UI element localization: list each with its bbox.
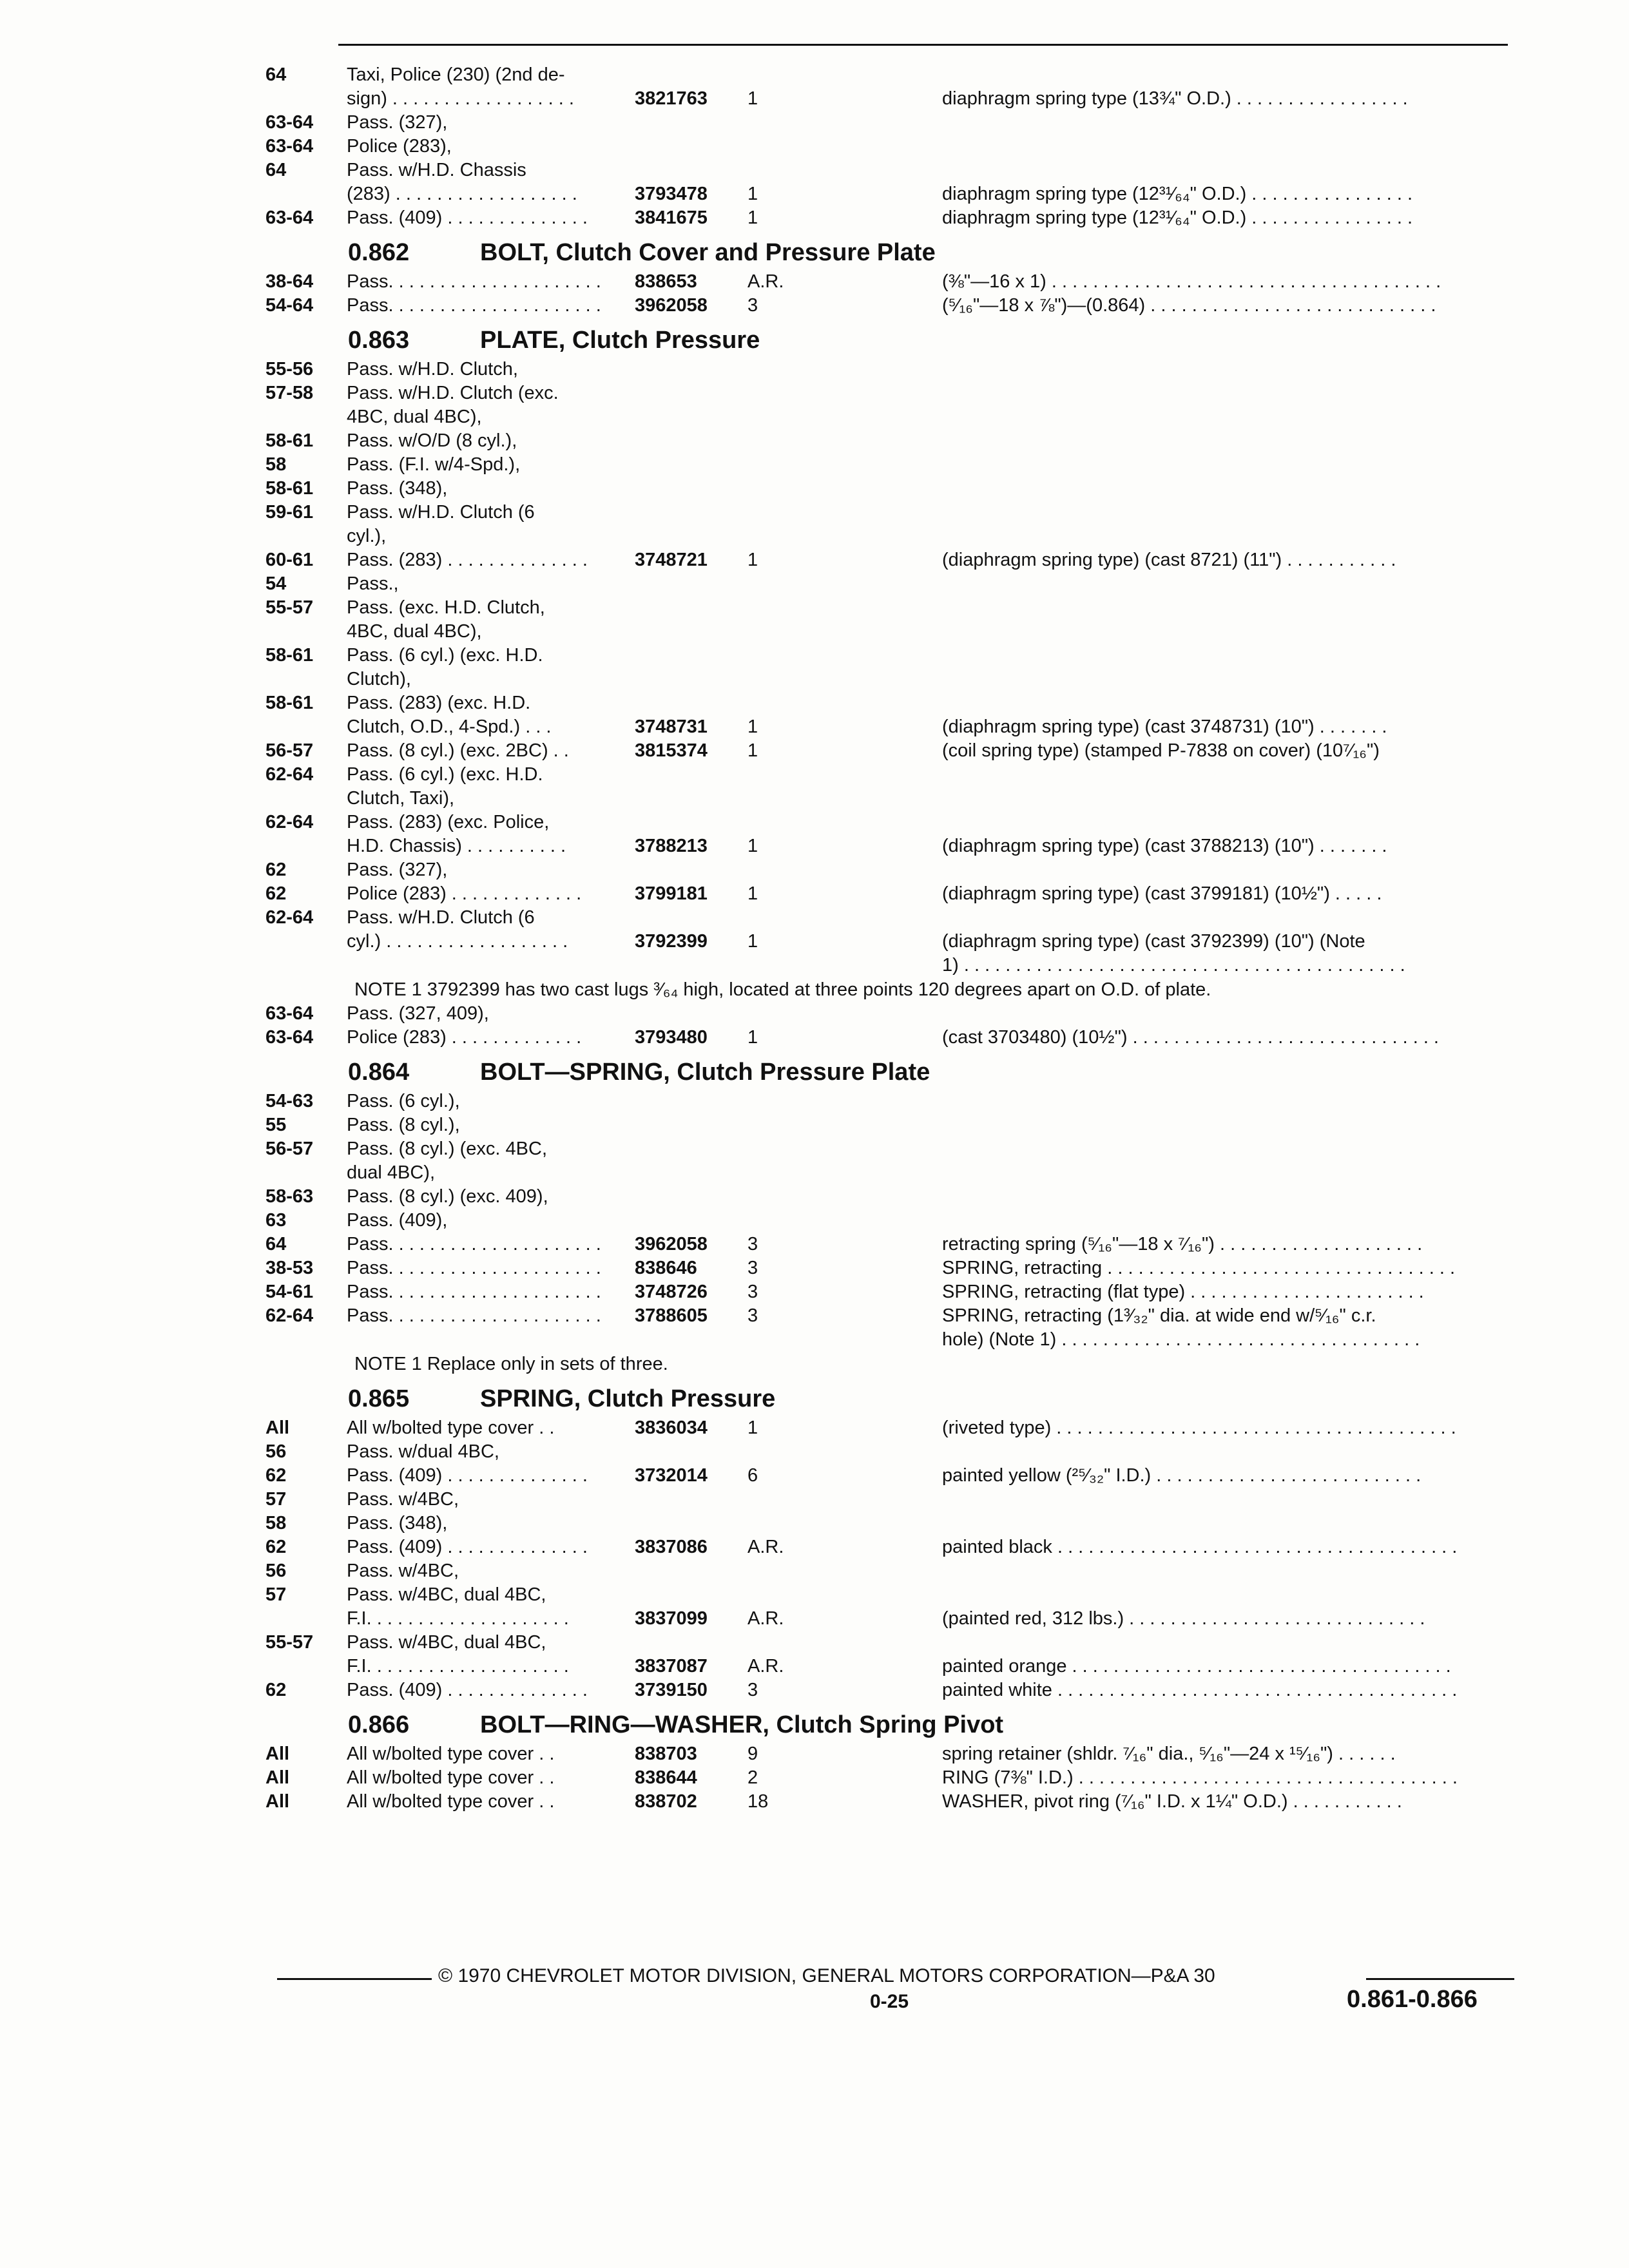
section-number: 0.862 (348, 239, 410, 266)
part-number: 3837099 (635, 1608, 708, 1629)
parts-listing (0, 63, 1629, 1814)
application: Pass. (6 cyl.) (exc. H.D. (347, 645, 543, 666)
quantity: 1 (747, 88, 758, 109)
application: Pass., (347, 573, 399, 594)
footer-copyright: © 1970 CHEVROLET MOTOR DIVISION, GENERAL MOTORS CORPORATION—P&A 30 (438, 1965, 1215, 1986)
application: All w/bolted type cover . . (347, 1767, 555, 1788)
model-years: 63-64 (265, 112, 314, 133)
description: (coil spring type) (stamped P-7838 on cover) (10⁷⁄₁₆") (942, 740, 1380, 761)
part-number: 3748721 (635, 550, 708, 570)
description: (diaphragm spring type) (cast 3788213) (10") . . . . . . . (942, 836, 1387, 856)
application: All w/bolted type cover . . (347, 1418, 555, 1438)
application: Pass. . . . . . . . . . . . . . . . . . . . . (347, 1258, 601, 1278)
application: Pass. w/H.D. Clutch (exc. (347, 383, 559, 403)
part-number: 838703 (635, 1744, 697, 1764)
table-row (0, 1655, 1629, 1678)
part-number: 3748726 (635, 1282, 708, 1302)
section-0.864 (0, 1052, 1629, 1376)
table-row (0, 1512, 1629, 1535)
section-title: PLATE, Clutch Pressure (480, 327, 760, 354)
part-number: 3793480 (635, 1027, 708, 1048)
table-row (0, 1416, 1629, 1440)
application: cyl.), (347, 526, 387, 546)
model-years: 58 (265, 454, 287, 475)
quantity: 3 (747, 295, 758, 316)
table-row (0, 691, 1629, 715)
model-years: 64 (265, 1234, 287, 1254)
application: Pass. w/H.D. Clutch (6 (347, 502, 535, 523)
application: Pass. (8 cyl.) (exc. 4BC, (347, 1139, 548, 1159)
part-number: 838646 (635, 1258, 697, 1278)
application: Taxi, Police (230) (2nd de- (347, 64, 565, 85)
quantity: 1 (747, 550, 758, 570)
note-text: NOTE 1 3792399 has two cast lugs ³⁄₆₄ high, located at three points 120 degrees apart on O.D. of plate. (354, 979, 1211, 1000)
model-years: 55-57 (265, 1632, 314, 1653)
section-number: 0.866 (348, 1711, 410, 1738)
quantity: 3 (747, 1258, 758, 1278)
application: Pass. w/4BC, (347, 1561, 459, 1581)
table-row (0, 1209, 1629, 1233)
model-years: 58-61 (265, 693, 314, 713)
table-row (0, 548, 1629, 572)
description: (diaphragm spring type) (cast 3799181) (10½") . . . . . (942, 883, 1382, 904)
model-years: 59-61 (265, 502, 314, 523)
application: Pass. (6 cyl.) (exc. H.D. (347, 764, 543, 785)
model-years: 56 (265, 1441, 287, 1462)
section-title: BOLT, Clutch Cover and Pressure Plate (480, 239, 936, 266)
table-row (0, 358, 1629, 381)
model-years: 58-61 (265, 645, 314, 666)
table-row (0, 1440, 1629, 1464)
table-row (0, 1026, 1629, 1050)
table-row (0, 906, 1629, 930)
table-row (0, 1328, 1629, 1352)
note-text: NOTE 1 Replace only in sets of three. (354, 1354, 668, 1374)
model-years: 56-57 (265, 740, 314, 761)
table-row (0, 501, 1629, 524)
model-years: 55-56 (265, 359, 314, 380)
table-row (0, 1304, 1629, 1328)
model-years: 57-58 (265, 383, 314, 403)
model-years: 56-57 (265, 1139, 314, 1159)
description: retracting spring (⁵⁄₁₆"—18 x ⁷⁄₁₆") . . . . . . . . . . . . . . . . . . . . (942, 1234, 1423, 1254)
table-row (0, 1678, 1629, 1702)
application: F.I. . . . . . . . . . . . . . . . . . . . (347, 1656, 569, 1677)
model-years: 60-61 (265, 550, 314, 570)
application: Pass. w/4BC, dual 4BC, (347, 1584, 546, 1605)
quantity: 2 (747, 1767, 758, 1788)
table-row (0, 763, 1629, 787)
model-years: 62 (265, 1465, 287, 1486)
part-number: 3748731 (635, 716, 708, 737)
model-years: 62 (265, 1680, 287, 1700)
application: cyl.) . . . . . . . . . . . . . . . . . . (347, 931, 568, 952)
application: Pass. (F.I. w/4-Spd.), (347, 454, 521, 475)
quantity: 1 (747, 207, 758, 228)
table-row (0, 858, 1629, 882)
description: (⅜"—16 x 1) . . . . . . . . . . . . . . . . . . . . . . . . . . . . . . . . . . . . . . (942, 271, 1441, 292)
model-years: 57 (265, 1584, 287, 1605)
section-heading (0, 1705, 1629, 1742)
application: Pass. w/4BC, dual 4BC, (347, 1632, 546, 1653)
quantity: 3 (747, 1305, 758, 1326)
footer-section-range: 0.861-0.866 (1347, 1986, 1478, 2013)
description: (riveted type) . . . . . . . . . . . . . . . . . . . . . . . . . . . . . . . . . . . . . . . (942, 1418, 1456, 1438)
model-years: 63-64 (265, 136, 314, 157)
model-years: All (265, 1767, 290, 1788)
table-row (0, 381, 1629, 405)
model-years: All (265, 1744, 290, 1764)
application: Pass. (283) (exc. Police, (347, 812, 550, 832)
application: Police (283) . . . . . . . . . . . . . (347, 883, 582, 904)
part-number: 838653 (635, 271, 697, 292)
table-row (0, 1583, 1629, 1607)
section-number: 0.864 (348, 1059, 410, 1086)
section-title: BOLT—SPRING, Clutch Pressure Plate (480, 1059, 930, 1086)
model-years: 62-64 (265, 1305, 314, 1326)
footer-rule-right (1366, 1978, 1514, 1980)
part-number: 3836034 (635, 1418, 708, 1438)
model-years: 54 (265, 573, 287, 594)
table-row (0, 294, 1629, 318)
model-years: 62-64 (265, 812, 314, 832)
part-number: 3792399 (635, 931, 708, 952)
table-row (0, 572, 1629, 596)
quantity: 3 (747, 1234, 758, 1254)
section-0.863 (0, 320, 1629, 1050)
table-row (0, 1090, 1629, 1113)
section-title: SPRING, Clutch Pressure (480, 1385, 776, 1412)
table-row (0, 1464, 1629, 1488)
model-years: 63-64 (265, 1003, 314, 1024)
application: Clutch, Taxi), (347, 788, 455, 809)
quantity: 1 (747, 836, 758, 856)
application: F.I. . . . . . . . . . . . . . . . . . . . (347, 1608, 569, 1629)
model-years: 62 (265, 860, 287, 880)
section-title: BOLT—RING—WASHER, Clutch Spring Pivot (480, 1711, 1004, 1738)
application: Clutch), (347, 669, 411, 689)
table-row (0, 787, 1629, 811)
model-years: 38-64 (265, 271, 314, 292)
description: painted white . . . . . . . . . . . . . . . . . . . . . . . . . . . . . . . . . . . . . . . (942, 1680, 1458, 1700)
application: Pass. (327), (347, 112, 448, 133)
description: spring retainer (shldr. ⁷⁄₁₆" dia., ⁵⁄₁₆"—24 x ¹⁵⁄₁₆") . . . . . . (942, 1744, 1396, 1764)
table-row (0, 668, 1629, 691)
quantity: 1 (747, 740, 758, 761)
application: Pass. w/O/D (8 cyl.), (347, 430, 517, 451)
application: Pass. (6 cyl.), (347, 1091, 460, 1111)
part-number: 3739150 (635, 1680, 708, 1700)
section-continued (0, 63, 1629, 230)
application: Pass. w/H.D. Clutch, (347, 359, 518, 380)
table-row (0, 87, 1629, 111)
description: 1) . . . . . . . . . . . . . . . . . . . . . . . . . . . . . . . . . . . . . . . . . . . (942, 955, 1405, 975)
model-years: 62-64 (265, 907, 314, 928)
description: (diaphragm spring type) (cast 3748731) (10") . . . . . . . (942, 716, 1387, 737)
section-note (0, 977, 1629, 1002)
part-number: 3837086 (635, 1537, 708, 1557)
model-years: 64 (265, 160, 287, 180)
part-number: 3821763 (635, 88, 708, 109)
model-years: 58 (265, 1513, 287, 1533)
application: Pass. (8 cyl.) (exc. 2BC) . . (347, 740, 569, 761)
application: Pass. . . . . . . . . . . . . . . . . . . . . (347, 1282, 601, 1302)
model-years: 57 (265, 1489, 287, 1510)
part-number: 3799181 (635, 883, 708, 904)
application: Pass. (327), (347, 860, 448, 880)
application: Pass. w/4BC, (347, 1489, 459, 1510)
section-heading (0, 1379, 1629, 1416)
model-years: 63-64 (265, 207, 314, 228)
model-years: 54-63 (265, 1091, 314, 1111)
quantity: A.R. (747, 1537, 784, 1557)
table-row (0, 954, 1629, 977)
application: Pass. (327, 409), (347, 1003, 489, 1024)
application: Pass. (409) . . . . . . . . . . . . . . (347, 207, 588, 228)
application: Pass. (409) . . . . . . . . . . . . . . (347, 1465, 588, 1486)
table-row (0, 1607, 1629, 1631)
application: Pass. (283) (exc. H.D. (347, 693, 531, 713)
table-row (0, 811, 1629, 834)
quantity: A.R. (747, 1656, 784, 1677)
quantity: 3 (747, 1680, 758, 1700)
description: painted yellow (²⁵⁄₃₂" I.D.) . . . . . . . . . . . . . . . . . . . . . . . . . . (942, 1465, 1422, 1486)
quantity: 1 (747, 184, 758, 204)
model-years: 58-61 (265, 478, 314, 499)
table-row (0, 1233, 1629, 1256)
application: Police (283), (347, 136, 452, 157)
table-row (0, 620, 1629, 644)
model-years: All (265, 1791, 290, 1812)
application: Pass. . . . . . . . . . . . . . . . . . . . . (347, 295, 601, 316)
description: diaphragm spring type (13¾" O.D.) . . . . . . . . . . . . . . . . . (942, 88, 1408, 109)
table-row (0, 1559, 1629, 1583)
quantity: 18 (747, 1791, 769, 1812)
application: Pass. . . . . . . . . . . . . . . . . . . . . (347, 1305, 601, 1326)
model-years: 63-64 (265, 1027, 314, 1048)
quantity: A.R. (747, 271, 784, 292)
table-row (0, 182, 1629, 206)
model-years: 54-64 (265, 295, 314, 316)
section-heading (0, 1052, 1629, 1090)
footer-rule-left (277, 1978, 432, 1980)
table-row (0, 1488, 1629, 1512)
application: Pass. (8 cyl.), (347, 1115, 460, 1135)
table-row (0, 1766, 1629, 1790)
section-note (0, 1352, 1629, 1376)
table-row (0, 111, 1629, 135)
quantity: 6 (747, 1465, 758, 1486)
application: Pass. (exc. H.D. Clutch, (347, 597, 545, 618)
quantity: 1 (747, 931, 758, 952)
quantity: 1 (747, 1027, 758, 1048)
description: (diaphragm spring type) (cast 3792399) (10") (Note (942, 931, 1365, 952)
application: Pass. (348), (347, 478, 448, 499)
table-row (0, 1256, 1629, 1280)
description: RING (7⅜" I.D.) . . . . . . . . . . . . . . . . . . . . . . . . . . . . . . . . . . . . . (942, 1767, 1458, 1788)
part-number: 3962058 (635, 295, 708, 316)
model-years: 62 (265, 1537, 287, 1557)
application: All w/bolted type cover . . (347, 1744, 555, 1764)
table-row (0, 405, 1629, 429)
application: Pass. w/H.D. Clutch (6 (347, 907, 535, 928)
application: Pass. (348), (347, 1513, 448, 1533)
model-years: 64 (265, 64, 287, 85)
table-row (0, 596, 1629, 620)
quantity: A.R. (747, 1608, 784, 1629)
table-row (0, 715, 1629, 739)
table-row (0, 206, 1629, 230)
description: diaphragm spring type (12³¹⁄₆₄" O.D.) . . . . . . . . . . . . . . . . (942, 184, 1413, 204)
model-years: 56 (265, 1561, 287, 1581)
table-row (0, 1742, 1629, 1766)
application: Pass. . . . . . . . . . . . . . . . . . . . . (347, 271, 601, 292)
quantity: 1 (747, 883, 758, 904)
table-row (0, 135, 1629, 159)
application: H.D. Chassis) . . . . . . . . . . (347, 836, 566, 856)
part-number: 838702 (635, 1791, 697, 1812)
table-row (0, 882, 1629, 906)
description: painted black . . . . . . . . . . . . . . . . . . . . . . . . . . . . . . . . . . . . . . . (942, 1537, 1458, 1557)
description: hole) (Note 1) . . . . . . . . . . . . . . . . . . . . . . . . . . . . . . . . . . . (942, 1329, 1420, 1350)
table-row (0, 1137, 1629, 1161)
part-number: 3841675 (635, 207, 708, 228)
application: Pass. (283) . . . . . . . . . . . . . . (347, 550, 588, 570)
description: (cast 3703480) (10½") . . . . . . . . . . . . . . . . . . . . . . . . . . . . . . (942, 1027, 1439, 1048)
part-number: 3815374 (635, 740, 708, 761)
description: (painted red, 312 lbs.) . . . . . . . . . . . . . . . . . . . . . . . . . . . . . (942, 1608, 1425, 1629)
model-years: 38-53 (265, 1258, 314, 1278)
section-heading (0, 233, 1629, 270)
section-heading (0, 320, 1629, 358)
top-rule (338, 44, 1508, 46)
part-number: 3788213 (635, 836, 708, 856)
table-row (0, 477, 1629, 501)
table-row (0, 1280, 1629, 1304)
description: (⁵⁄₁₆"—18 x ⅞")—(0.864) . . . . . . . . . . . . . . . . . . . . . . . . . . . . (942, 295, 1436, 316)
description: diaphragm spring type (12³¹⁄₆₄" O.D.) . . . . . . . . . . . . . . . . (942, 207, 1413, 228)
description: SPRING, retracting . . . . . . . . . . . . . . . . . . . . . . . . . . . . . . . . . . (942, 1258, 1456, 1278)
application: Pass. (409) . . . . . . . . . . . . . . (347, 1680, 588, 1700)
application: sign) . . . . . . . . . . . . . . . . . . (347, 88, 574, 109)
description: SPRING, retracting (1³⁄₃₂" dia. at wide end w/⁵⁄₁₆" c.r. (942, 1305, 1376, 1326)
table-row (0, 739, 1629, 763)
table-row (0, 834, 1629, 858)
quantity: 3 (747, 1282, 758, 1302)
table-row (0, 524, 1629, 548)
table-row (0, 429, 1629, 453)
description: SPRING, retracting (flat type) . . . . . . . . . . . . . . . . . . . . . . . (942, 1282, 1424, 1302)
application: 4BC, dual 4BC), (347, 621, 482, 642)
model-years: 55 (265, 1115, 287, 1135)
quantity: 1 (747, 1418, 758, 1438)
application: Police (283) . . . . . . . . . . . . . (347, 1027, 582, 1048)
description: painted orange . . . . . . . . . . . . . . . . . . . . . . . . . . . . . . . . . . . . . (942, 1656, 1451, 1677)
application: Pass. w/H.D. Chassis (347, 160, 526, 180)
application: (283) . . . . . . . . . . . . . . . . . . (347, 184, 577, 204)
application: Pass. w/dual 4BC, (347, 1441, 499, 1462)
application: Pass. (409), (347, 1210, 448, 1231)
application: Clutch, O.D., 4-Spd.) . . . (347, 716, 552, 737)
quantity: 9 (747, 1744, 758, 1764)
table-row (0, 270, 1629, 294)
part-number: 3962058 (635, 1234, 708, 1254)
model-years: 62 (265, 883, 287, 904)
table-row (0, 1185, 1629, 1209)
part-number: 3732014 (635, 1465, 708, 1486)
model-years: 58-61 (265, 430, 314, 451)
part-number: 3837087 (635, 1656, 708, 1677)
table-row (0, 1113, 1629, 1137)
part-number: 838644 (635, 1767, 697, 1788)
section-number: 0.863 (348, 327, 410, 354)
table-row (0, 159, 1629, 182)
section-0.866 (0, 1705, 1629, 1814)
model-years: 62-64 (265, 764, 314, 785)
model-years: 58-63 (265, 1186, 314, 1207)
quantity: 1 (747, 716, 758, 737)
table-row (0, 644, 1629, 668)
table-row (0, 453, 1629, 477)
table-row (0, 930, 1629, 954)
application: Pass. (8 cyl.) (exc. 409), (347, 1186, 548, 1207)
application: 4BC, dual 4BC), (347, 407, 482, 427)
application: All w/bolted type cover . . (347, 1791, 555, 1812)
section-0.865 (0, 1379, 1629, 1702)
application: Pass. (409) . . . . . . . . . . . . . . (347, 1537, 588, 1557)
model-years: All (265, 1418, 290, 1438)
model-years: 54-61 (265, 1282, 314, 1302)
description: (diaphragm spring type) (cast 8721) (11") . . . . . . . . . . . (942, 550, 1396, 570)
table-row (0, 63, 1629, 87)
part-number: 3793478 (635, 184, 708, 204)
table-row (0, 1790, 1629, 1814)
description: WASHER, pivot ring (⁷⁄₁₆" I.D. x 1¼" O.D.) . . . . . . . . . . . (942, 1791, 1402, 1812)
part-number: 3788605 (635, 1305, 708, 1326)
model-years: 63 (265, 1210, 287, 1231)
table-row (0, 1631, 1629, 1655)
table-row (0, 1161, 1629, 1185)
model-years: 55-57 (265, 597, 314, 618)
footer-page-number: 0-25 (870, 1991, 909, 2012)
table-row (0, 1002, 1629, 1026)
application: dual 4BC), (347, 1162, 436, 1183)
table-row (0, 1535, 1629, 1559)
section-number: 0.865 (348, 1385, 410, 1412)
application: Pass. . . . . . . . . . . . . . . . . . . . . (347, 1234, 601, 1254)
section-0.862 (0, 233, 1629, 318)
